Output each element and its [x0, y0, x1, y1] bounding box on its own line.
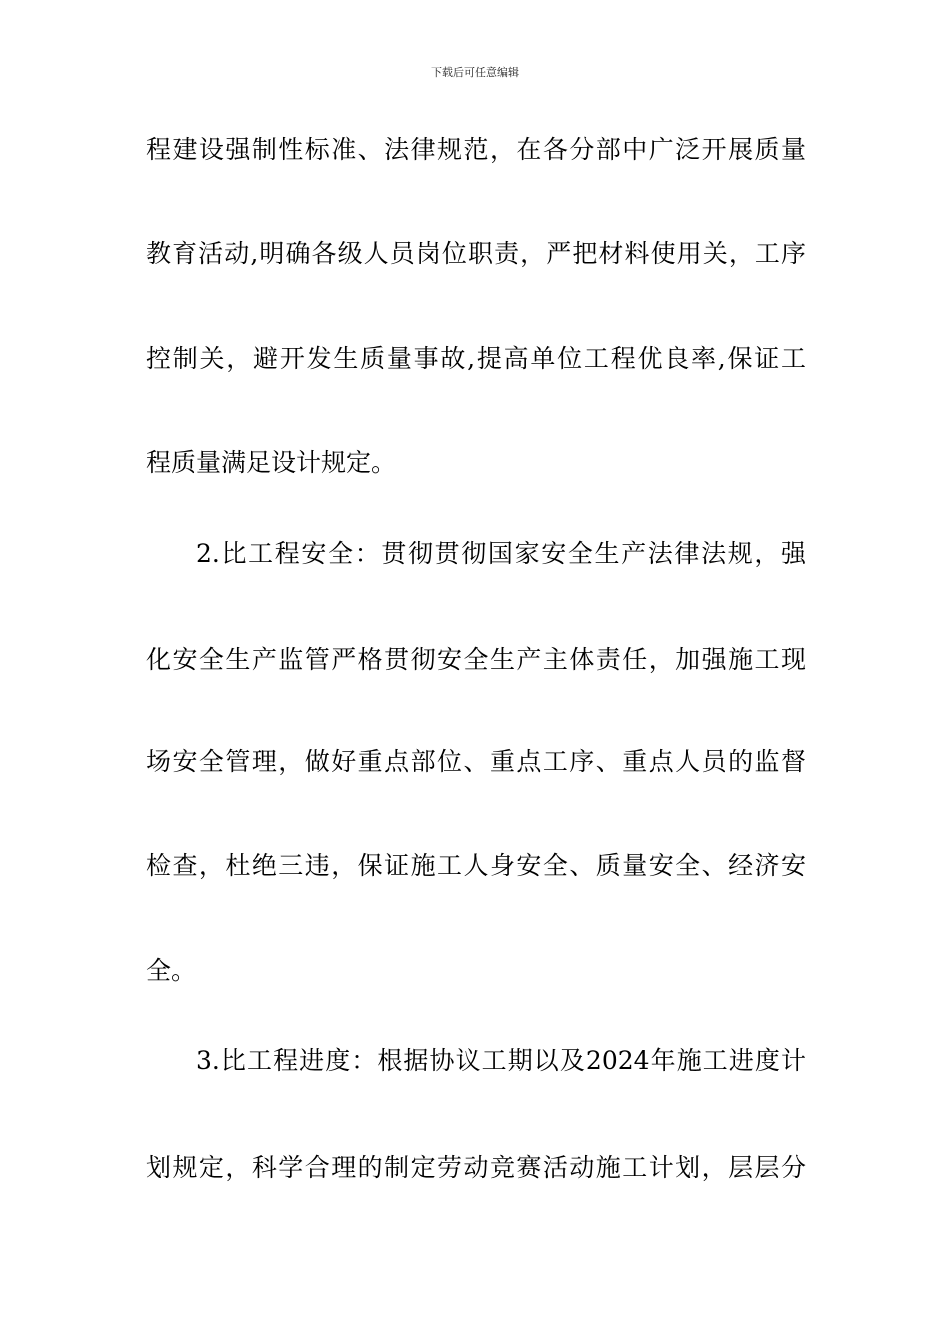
paragraph-line: 全。	[146, 956, 197, 985]
paragraph-line: 化安全生产监管严格贯彻安全生产主体责任，加强施工现	[146, 645, 806, 674]
paragraph-line: 2.比工程安全：贯彻贯彻国家安全生产法律法规，强	[196, 539, 806, 568]
paragraph-line: 程建设强制性标准、法律规范，在各分部中广泛开展质量	[146, 135, 806, 164]
paragraph-line: 3.比工程进度：根据协议工期以及2024年施工进度计	[196, 1046, 806, 1075]
paragraph-line: 控制关，避开发生质量事故,提高单位工程优良率,保证工	[146, 344, 806, 373]
paragraph-line: 场安全管理，做好重点部位、重点工序、重点人员的监督	[146, 747, 806, 776]
paragraph-line: 教育活动,明确各级人员岗位职责，严把材料使用关，工序	[146, 239, 806, 268]
paragraph-line: 划规定，科学合理的制定劳动竞赛活动施工计划，层层分	[146, 1153, 806, 1182]
paragraph-line: 程质量满足设计规定。	[146, 448, 397, 477]
paragraph-line: 检查，杜绝三违，保证施工人身安全、质量安全、经济安	[146, 851, 806, 880]
page-header: 下载后可任意编辑	[431, 66, 519, 79]
